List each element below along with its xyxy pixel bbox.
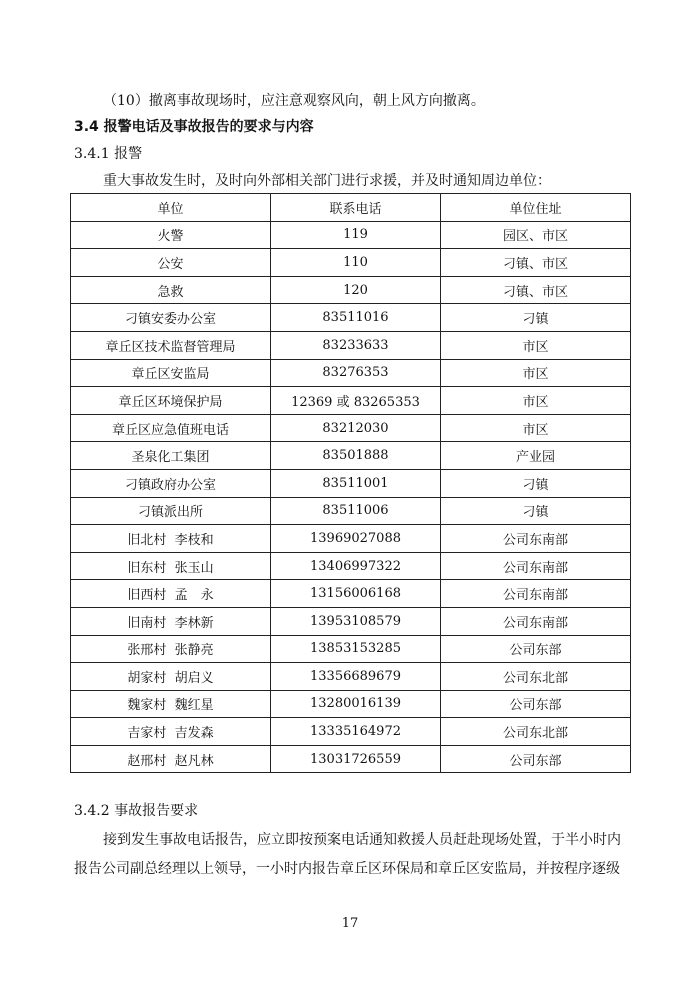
phone-cell: 13156006168 [271,580,441,608]
address-cell: 公司东北部 [441,663,631,691]
unit-cell: 旧西村 孟 永 [71,580,271,608]
phone-cell: 12369 或 83265353 [271,387,441,415]
phone-cell: 83501888 [271,442,441,470]
address-cell: 公司东南部 [441,607,631,635]
address-cell: 公司东北部 [441,718,631,746]
address-cell: 公司东部 [441,745,631,773]
phone-cell: 13335164972 [271,718,441,746]
table-row [71,442,631,470]
address-cell: 刁镇 [441,497,631,525]
phone-cell: 120 [271,276,441,304]
address-cell: 市区 [441,387,631,415]
phone-cell: 83276353 [271,359,441,387]
address-cell: 刁镇 [441,304,631,332]
address-cell: 市区 [441,359,631,387]
address-cell: 公司东部 [441,635,631,663]
section-heading-3-4: 3.4 报警电话及事故报告的要求与内容 [74,119,314,135]
address-cell: 园区、市区 [441,221,631,249]
unit-cell: 章丘区环境保护局 [71,387,271,415]
table-row [71,276,631,304]
paragraph-line-2: 报告公司副总经理以上领导，一小时内报告章丘区环保局和章丘区安监局，并按程序逐级 [74,861,620,877]
unit-cell: 章丘区应急值班电话 [71,414,271,442]
unit-cell: 刁镇政府办公室 [71,469,271,497]
table-row [71,221,631,249]
evacuation-note: （10）撤离事故现场时，应注意观察风向，朝上风方向撤离。 [103,93,485,109]
table-row [71,663,631,691]
phone-cell: 110 [271,249,441,277]
table-row [71,249,631,277]
table-row [71,304,631,332]
unit-cell: 圣泉化工集团 [71,442,271,470]
header-address: 单位住址 [441,194,631,222]
address-cell: 市区 [441,414,631,442]
table-row [71,359,631,387]
phone-cell: 13406997322 [271,552,441,580]
address-cell: 市区 [441,331,631,359]
address-cell: 刁镇 [441,469,631,497]
unit-cell: 公安 [71,249,271,277]
address-cell: 公司东南部 [441,552,631,580]
phone-cell: 83511016 [271,304,441,332]
unit-cell: 魏家村 魏红星 [71,690,271,718]
subsection-heading-3-4-1: 3.4.1 报警 [74,146,143,162]
table-header-row [71,194,631,222]
unit-cell: 张邢村 张静亮 [71,635,271,663]
unit-cell: 章丘区安监局 [71,359,271,387]
table-row [71,607,631,635]
address-cell: 公司东南部 [441,525,631,553]
unit-cell: 火警 [71,221,271,249]
unit-cell: 旧北村 李枝和 [71,525,271,553]
table-row [71,718,631,746]
unit-cell: 章丘区技术监督管理局 [71,331,271,359]
unit-cell: 刁镇派出所 [71,497,271,525]
phone-cell: 13953108579 [271,607,441,635]
phone-cell: 83233633 [271,331,441,359]
table-row [71,387,631,415]
phone-cell: 13356689679 [271,663,441,691]
address-cell: 公司东部 [441,690,631,718]
table-row [71,497,631,525]
phone-cell: 83212030 [271,414,441,442]
table-row [71,745,631,773]
phone-cell: 119 [271,221,441,249]
phone-cell: 13280016139 [271,690,441,718]
unit-cell: 吉家村 吉发森 [71,718,271,746]
phone-cell: 83511006 [271,497,441,525]
unit-cell: 旧东村 张玉山 [71,552,271,580]
unit-cell: 胡家村 胡启义 [71,663,271,691]
subsection-heading-3-4-2: 3.4.2 事故报告要求 [74,803,199,819]
table-intro: 重大事故发生时，及时向外部相关部门进行求援，并及时通知周边单位： [103,173,551,189]
phone-cell: 13031726559 [271,745,441,773]
table-row [71,690,631,718]
table-row [71,469,631,497]
header-unit: 单位 [71,194,271,222]
address-cell: 公司东南部 [441,580,631,608]
phone-cell: 83511001 [271,469,441,497]
table-row [71,331,631,359]
table-row [71,414,631,442]
address-cell: 刁镇、市区 [441,249,631,277]
phone-cell: 13853153285 [271,635,441,663]
unit-cell: 赵邢村 赵凡林 [71,745,271,773]
address-cell: 产业园 [441,442,631,470]
header-phone: 联系电话 [271,194,441,222]
address-cell: 刁镇、市区 [441,276,631,304]
unit-cell: 旧南村 李林新 [71,607,271,635]
table-row [71,525,631,553]
unit-cell: 急救 [71,276,271,304]
paragraph-line-1: 接到发生事故电话报告，应立即按预案电话通知救援人员赶赴现场处置，于半小时内 [103,832,621,848]
table-row [71,580,631,608]
contact-table [70,193,631,773]
page-number: 17 [341,916,359,931]
phone-cell: 13969027088 [271,525,441,553]
table-row [71,635,631,663]
table-row [71,552,631,580]
unit-cell: 刁镇安委办公室 [71,304,271,332]
